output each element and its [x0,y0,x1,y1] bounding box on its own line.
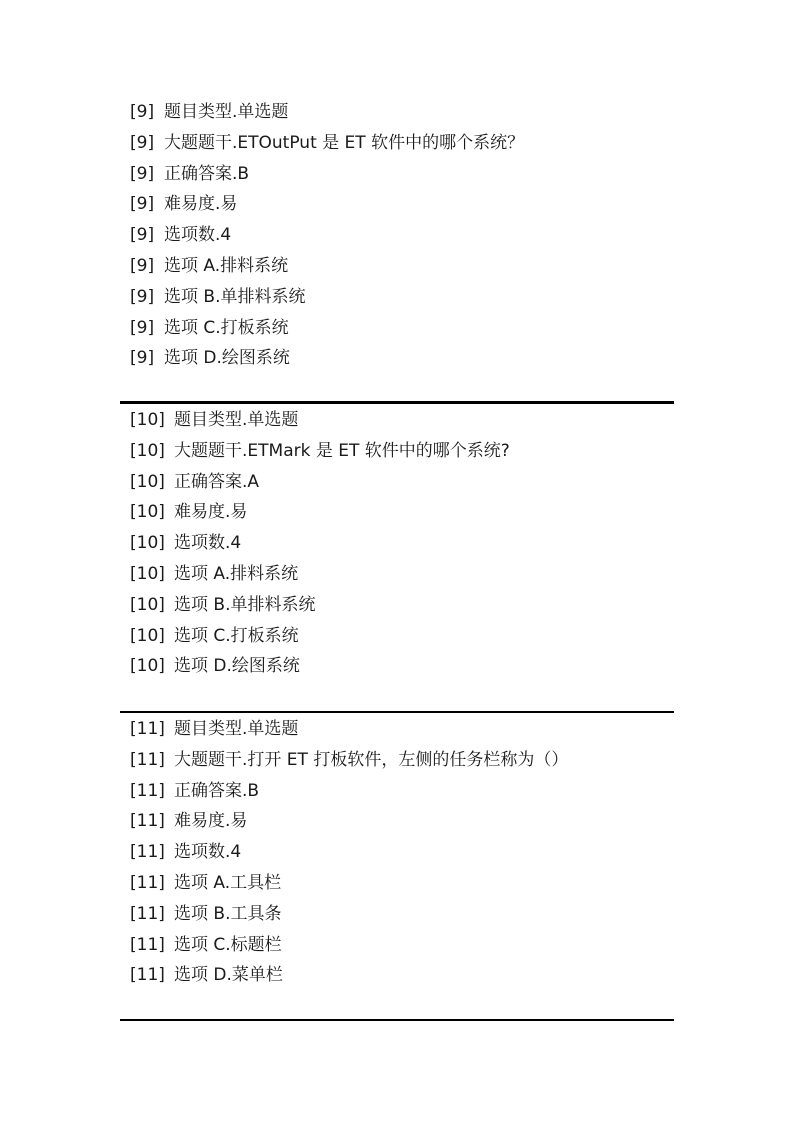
line-text: 难易度.易 [164,194,238,215]
line-text: 选项 A.排料系统 [174,563,299,584]
question-number: [9] [130,286,155,307]
option-a-line [120,251,674,282]
option-d-line [120,960,674,991]
question-type-line [120,405,674,436]
option-c-line [120,621,674,652]
section-divider [120,1019,674,1021]
question-number: [11] [130,965,165,986]
correct-answer-line [120,776,674,807]
question-number: [9] [130,102,155,122]
option-c-line [120,930,674,961]
question-number: [10] [130,410,165,430]
question-number: [10] [130,625,165,646]
question-number: [9] [130,255,155,276]
option-count-line [120,837,674,868]
option-b-line [120,282,674,313]
option-b-line [120,590,674,621]
option-count-line [120,528,674,559]
question-number: [10] [130,440,165,461]
question-number: [11] [130,903,165,924]
line-text: 选项 B.单排料系统 [174,594,316,615]
option-b-line [120,899,674,930]
question-number: [9] [130,194,155,215]
question-block-10 [120,405,674,682]
question-stem-line [120,128,674,159]
question-number: [11] [130,749,165,770]
line-text: 选项 B.单排料系统 [164,286,306,307]
line-text: 选项 C.标题栏 [174,934,282,955]
line-text: 选项 A.工具栏 [174,872,282,893]
question-number: [10] [130,502,165,523]
question-type-line [120,714,674,745]
line-text: 选项 B.工具条 [174,903,282,924]
question-number: [9] [130,132,155,153]
line-text: 大题题干.打开 ET 打板软件，左侧的任务栏称为（） [174,749,569,770]
difficulty-line [120,806,674,837]
line-text: 选项 A.排料系统 [164,255,289,276]
line-text: 正确答案.B [164,163,250,184]
line-text: 题目类型.单选题 [174,719,299,739]
option-d-line [120,651,674,682]
option-count-line [120,220,674,251]
question-number: [11] [130,719,165,739]
correct-answer-line [120,467,674,498]
line-text: 选项 C.打板系统 [174,625,299,646]
line-text: 难易度.易 [174,811,248,832]
question-block-9 [120,97,674,374]
line-text: 选项 C.打板系统 [164,317,289,338]
line-text: 选项数.4 [174,842,242,863]
line-text: 正确答案.A [174,471,260,492]
question-number: [11] [130,842,165,863]
question-type-line [120,97,674,128]
question-stem-line [120,745,674,776]
question-number: [10] [130,563,165,584]
question-block-11 [120,714,674,991]
question-number: [10] [130,594,165,615]
question-number: [11] [130,934,165,955]
difficulty-line [120,189,674,220]
option-a-line [120,868,674,899]
line-text: 选项数.4 [174,533,242,554]
line-text: 正确答案.B [174,780,260,801]
question-number: [10] [130,471,165,492]
line-text: 大题题干.ETOutPut 是 ET 软件中的哪个系统？ [164,132,525,153]
option-a-line [120,559,674,590]
section-divider [120,711,674,713]
line-text: 选项数.4 [164,225,232,246]
question-number: [10] [130,533,165,554]
difficulty-line [120,497,674,528]
line-text: 难易度.易 [174,502,248,523]
section-divider [120,401,674,404]
option-c-line [120,313,674,344]
line-text: 题目类型.单选题 [164,102,289,122]
correct-answer-line [120,159,674,190]
question-number: [11] [130,780,165,801]
question-number: [9] [130,163,155,184]
line-text: 选项 D.绘图系统 [164,348,290,369]
question-number: [10] [130,656,165,677]
option-d-line [120,343,674,374]
question-stem-line [120,436,674,467]
line-text: 大题题干.ETMark 是 ET 软件中的哪个系统? [174,440,510,461]
question-number: [11] [130,811,165,832]
line-text: 选项 D.菜单栏 [174,965,283,986]
line-text: 选项 D.绘图系统 [174,656,300,677]
question-number: [9] [130,348,155,369]
question-number: [9] [130,225,155,246]
question-number: [11] [130,872,165,893]
line-text: 题目类型.单选题 [174,410,299,430]
question-number: [9] [130,317,155,338]
